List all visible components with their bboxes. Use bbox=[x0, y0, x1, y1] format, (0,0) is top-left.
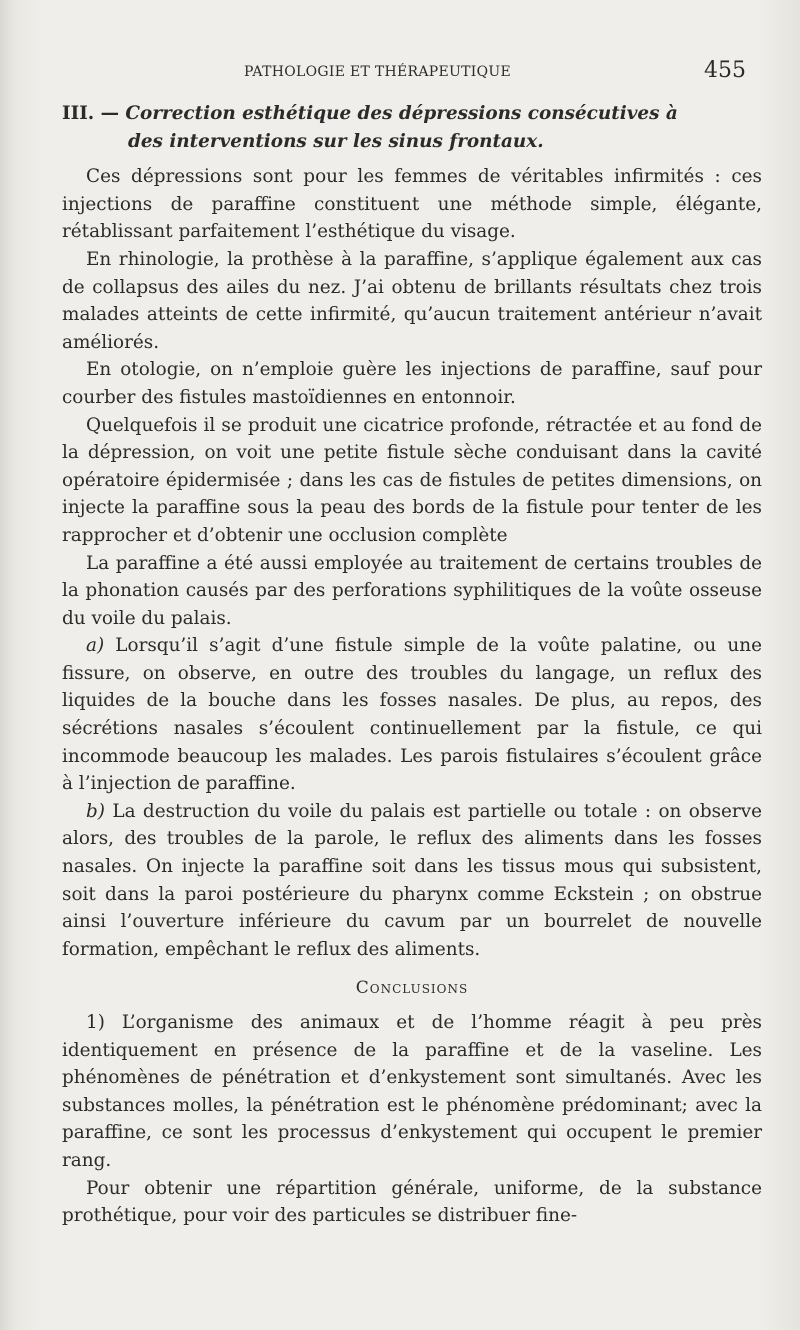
running-title: PATHOLOGIE ET THÉRAPEUTIQUE bbox=[244, 64, 511, 80]
item-text-a: Lorsqu’il s’agit d’une fistule simple de la voûte palatine, ou une fissure, on observe, en outre des troubles du langage, un reflux des liquides de la bouche dans les fosses nasales. De plus, au repos, des sécrétions nasales s’écoulent continuellement par la fistule, ce qui incommode beaucoup les malades. Les parois fistulaires s’écoulent grâce à l’injection de paraffine. bbox=[62, 635, 762, 795]
page-header bbox=[0, 58, 800, 88]
paragraph: La paraffine a été aussi employée au traitement de certains troubles de la phonation causés par des perforations syphilitiques de la voûte osseuse du voile du palais. bbox=[62, 552, 762, 629]
page-body bbox=[62, 100, 762, 1230]
list-item-a bbox=[62, 632, 762, 798]
section-title-line1: Correction esthétique des dépressions consécutives à bbox=[125, 103, 678, 124]
item-marker-a: a) bbox=[86, 635, 105, 657]
section-title bbox=[62, 100, 762, 155]
paragraph: Quelquefois il se produit une cicatrice profonde, rétractée et au fond de la dépression, on voit une petite fistule sèche conduisant dans la cavité opératoire épidermisée ; dans les cas de fistules de petites dimensions, on injecte la paraffine sous la peau des bords de la fistule pour tenter de les rapprocher et d’obtenir une occlusion complète bbox=[62, 414, 762, 546]
section-number: III. bbox=[62, 103, 95, 124]
paragraph: En rhinologie, la prothèse à la paraffine, s’applique également aux cas de collapsus des ailes du nez. J’ai obtenu de brillants résultats chez trois malades atteints de cette infirmité, qu’aucun traitement antérieur n’avait améliorés. bbox=[62, 248, 762, 353]
item-text-b: La destruction du voile du palais est partielle ou totale : on observe alors, des troubles de la parole, le reflux des aliments dans les fosses nasales. On injecte la paraffine soit dans les tissus mous qui subsistent, soit dans la paroi postérieure du pharynx comme Eckstein ; on obstrue ainsi l’ouverture inférieure du cavum par un bourrelet de nouvelle formation, empêchant le reflux des aliments. bbox=[62, 800, 762, 960]
section-title-line2: des interventions sur les sinus frontaux. bbox=[128, 130, 544, 152]
conclusion-paragraph: 1) L’organisme des animaux et de l’homme réagit à peu près identiquement en présence de la paraffine et de la vaseline. Les phénomènes de pénétration et d’enkystement sont simultanés. Avec les substances molles, la pénétration est le phénomène prédominant; avec la paraffine, ce sont les processus d’enkystement qui occupent le premier rang. bbox=[62, 1012, 762, 1171]
conclusions-heading: Conclusions bbox=[355, 978, 469, 999]
section-dash: — bbox=[100, 103, 120, 124]
conclusion-paragraph: Pour obtenir une répartition générale, uniforme, de la substance prothétique, pour voir des particules se distribuer fine- bbox=[62, 1177, 762, 1227]
item-marker-b: b) bbox=[86, 800, 105, 822]
paragraph: Ces dépressions sont pour les femmes de véritables infirmités : ces injections de paraffine constituent une méthode simple, élégante, rétablissant parfaitement l’esthétique du visage. bbox=[62, 166, 762, 243]
page-number: 455 bbox=[704, 58, 746, 83]
paragraph: En otologie, on n’emploie guère les injections de paraffine, sauf pour courber des fistules mastoïdiennes en entonnoir. bbox=[62, 359, 762, 408]
list-item-b bbox=[62, 798, 762, 964]
